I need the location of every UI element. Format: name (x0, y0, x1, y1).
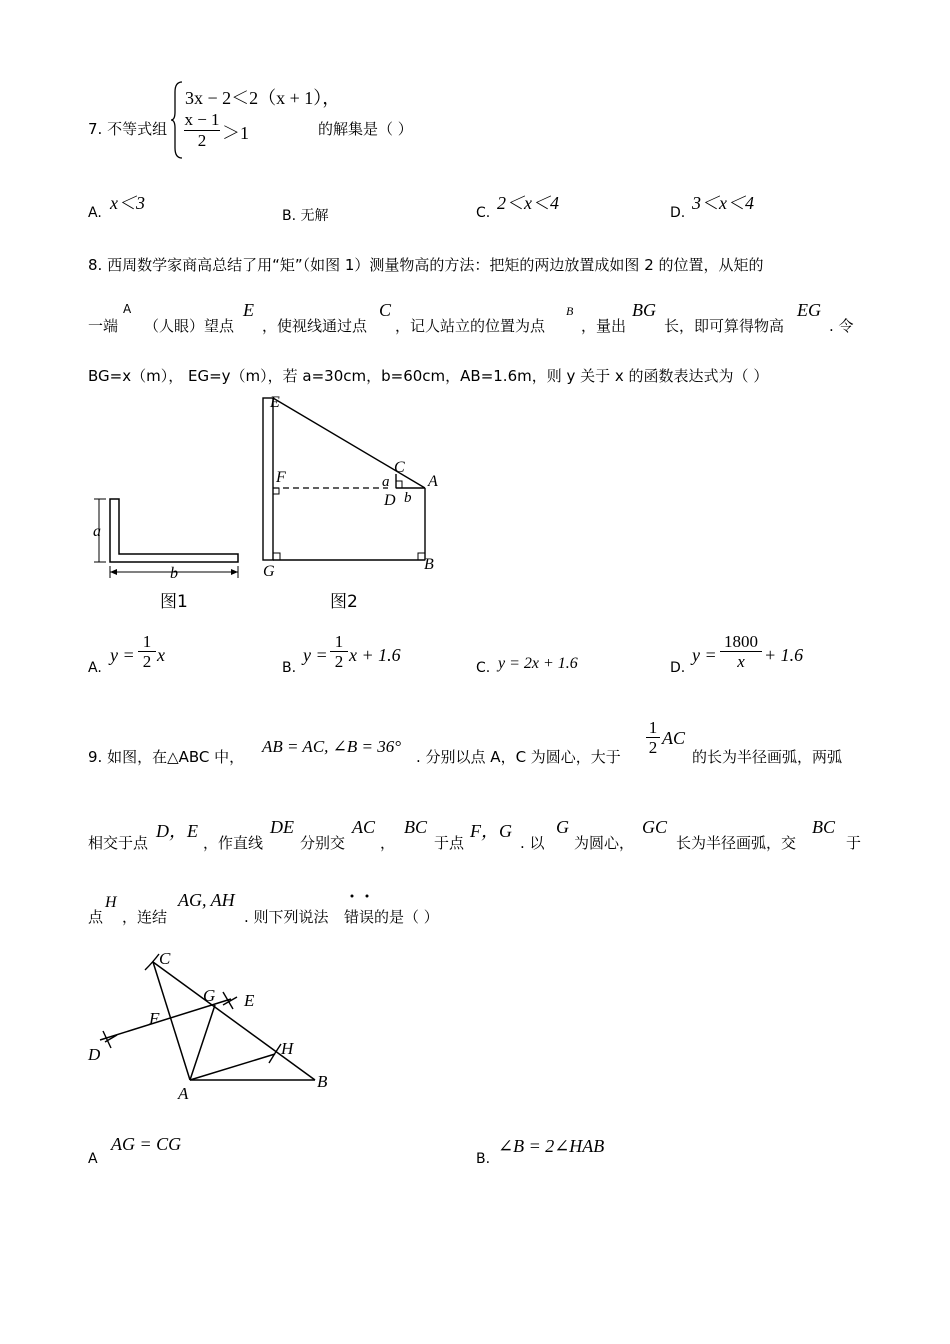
q8-option-b-post: x + 1.6 (349, 645, 401, 665)
q9-option-b-letter: B. (476, 1151, 491, 1167)
fig9-label-E: E (244, 991, 255, 1010)
fig9-label-F: F (149, 1009, 160, 1028)
carpenter-square-shape (110, 499, 238, 562)
q8-l2-p5: ，量出 (581, 317, 627, 335)
fig2-pole (263, 398, 273, 560)
emphasis-dots (344, 892, 376, 900)
q7-line1: 3x − 2＜2（x + 1）， (185, 88, 341, 108)
q8-l2-A: A (123, 302, 132, 316)
perpendicular-bisector-DE (100, 999, 231, 1040)
q9-l2-GC: GC (642, 817, 668, 837)
q7-option-b: B. 无解 (282, 208, 329, 224)
q9-l2-AC: AC (352, 817, 376, 837)
q9-l3-p3: . 则下列说法 (244, 908, 329, 926)
q8-option-b-fraction: 1 2 (330, 632, 348, 671)
q8-option-d-fraction: 1800 x (720, 632, 762, 671)
q8-option-d-post: + 1.6 (764, 645, 804, 665)
q9-l2-G: G (556, 817, 569, 837)
q7-option-a-letter: A. (88, 205, 102, 221)
q9-l2-p4: 于点 (434, 834, 465, 852)
q9-l2-p3: 分别交 (300, 834, 346, 852)
q8-l2-EG: EG (797, 300, 821, 320)
q9-l2-p5: . 以 (520, 834, 545, 852)
q8-l2-p1: 一端 (88, 317, 119, 335)
q8-line1: 8. 西周数学家商高总结了用“矩”（如图 1）测量物高的方法：把矩的两边放置成如图 2 的位置，从矩的 (88, 256, 764, 274)
q7-line2-rhs: ＞1 (222, 123, 249, 143)
q9-l3-p1: 点 (88, 908, 104, 926)
q9-l2-p6: 为圆心， (574, 834, 635, 852)
q8-option-b-pre: y = (303, 645, 328, 665)
fig1-label-a: a (93, 523, 101, 540)
q9-l3-AGAH: AG, AH (178, 890, 235, 910)
q8-option-a-post: x (157, 645, 165, 665)
q9-l2-p1: 相交于点 (88, 834, 149, 852)
q8-l2-p2: （人眼）望点 (144, 317, 235, 335)
fig2-label-G: G (263, 563, 275, 580)
q8-option-b-letter: B. (282, 660, 297, 676)
arc-mark-C (145, 954, 159, 970)
fig9-label-D: D (88, 1045, 101, 1064)
q9-l3-H: H (105, 894, 117, 911)
q9-l2-p2: ，作直线 (203, 834, 264, 852)
q8-option-a-letter: A. (88, 660, 102, 676)
q9-l2-BC: BC (404, 817, 428, 837)
fig2-label-B: B (424, 556, 434, 573)
q9-l2-DE1: D，E (156, 821, 198, 841)
fig2-label-C: C (394, 459, 405, 476)
q9-l3-p4: 的是（ ） (374, 908, 439, 926)
q8-option-d-pre: y = (692, 645, 717, 665)
q9-l1-fraction: 1 2 (646, 718, 660, 757)
q9-l2-comma: ， (380, 834, 396, 852)
fig9-label-B: B (317, 1072, 328, 1091)
q8-option-a-pre: y = (110, 645, 135, 665)
q9-option-a-letter: A (88, 1151, 98, 1167)
q9-l2-p7: 长为半径画弧，交 (676, 834, 797, 852)
q7-line2-fraction: x − 1 2 (184, 110, 220, 150)
fig2-label-D: D (384, 492, 396, 509)
q9-l2-p8: 于 (846, 834, 862, 852)
fig2-label-A: A (428, 473, 438, 490)
q7-tail: 的解集是（ ） (318, 120, 413, 138)
q9-l1-a: 9. 如图，在△ABC 中， (88, 748, 245, 766)
q9-l2-DE2: DE (270, 817, 294, 837)
fig2-label-F: F (276, 469, 286, 486)
fig9-label-A: A (178, 1084, 189, 1103)
q8-fig1-caption: 图1 (160, 592, 188, 612)
q7-option-c-letter: C. (476, 205, 491, 221)
q8-l2-BG: BG (632, 300, 656, 320)
q9-l3-emphasis: 错误 (344, 908, 375, 926)
q7-option-c: 2＜x＜4 (497, 193, 559, 213)
q8-l2-p7: . 令 (829, 317, 854, 335)
q8-fig2-caption: 图2 (330, 592, 358, 612)
q8-l2-p4: ，记人站立的位置为点 (395, 317, 546, 335)
q8-option-c: y = 2x + 1.6 (498, 655, 578, 672)
q7-option-a: x＜3 (110, 193, 145, 213)
q8-l2-C: C (379, 300, 392, 320)
q8-option-a-fraction: 1 2 (138, 632, 156, 671)
q8-line3: BG=x（m）， EG=y（m），若 a=30cm，b=60cm，AB=1.6m，则 y 关于 x 的函数表达式为（ ） (88, 367, 769, 385)
q9-l3-p2: ，连结 (122, 908, 168, 926)
q9-l2-BC2: BC (812, 817, 836, 837)
q9-figure (85, 945, 345, 1105)
q8-option-c-letter: C. (476, 660, 491, 676)
q8-l2-p3: ，使视线通过点 (262, 317, 368, 335)
fig9-label-G: G (203, 986, 216, 1005)
q8-l2-B: B (566, 304, 574, 318)
fig2-label-b: b (404, 490, 412, 506)
fig1-label-b: b (170, 565, 178, 582)
q8-l2-p6: 长，即可算得物高 (664, 317, 785, 335)
q7-option-d: 3＜x＜4 (692, 193, 754, 213)
q9-l2-FG: F，G (470, 821, 512, 841)
fig9-label-H: H (281, 1039, 294, 1058)
q9-option-a: AG = CG (111, 1134, 182, 1154)
q9-l1-c: 的长为半径画弧，两弧 (692, 748, 843, 766)
q7-option-d-letter: D. (670, 205, 686, 221)
q8-l2-E: E (243, 300, 254, 320)
fig2-label-a: a (382, 474, 390, 490)
q9-l1-ac: AC (662, 728, 686, 748)
q9-l1-b: . 分别以点 A，C 为圆心，大于 (416, 748, 621, 766)
q9-l1-math: AB = AC, ∠B = 36° (262, 737, 402, 756)
fig9-label-C: C (159, 949, 171, 968)
q8-option-d-letter: D. (670, 660, 686, 676)
fig2-label-E: E (270, 394, 280, 411)
q8-figure-2 (258, 392, 448, 582)
q9-option-b: ∠B = 2∠HAB (498, 1136, 605, 1156)
q7-number: 7. 不等式组 (88, 120, 168, 138)
